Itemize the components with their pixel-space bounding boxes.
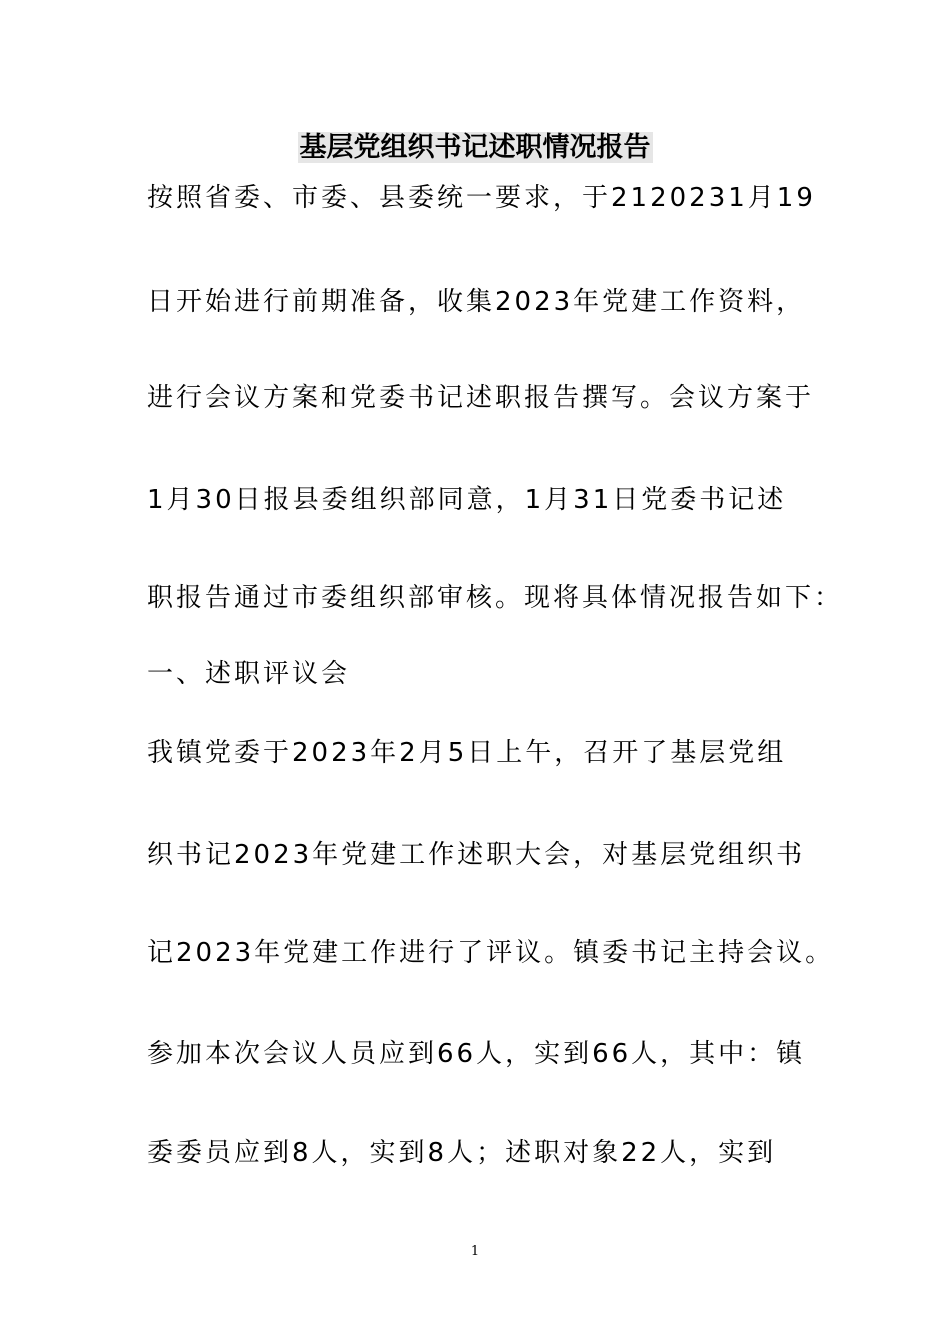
page-number: 1 — [470, 1244, 480, 1259]
paragraph-line: 进行会议方案和党委书记述职报告撰写。会议方案于 — [147, 383, 815, 413]
page-title-text: 基层党组织书记述职情况报告 — [299, 132, 651, 163]
paragraph-line: 参加本次会议人员应到66人，实到66人，其中：镇 — [147, 1039, 806, 1069]
paragraph-line: 职报告通过市委组织部审核。现将具体情况报告如下： — [147, 583, 844, 613]
paragraph-line: 委委员应到8人，实到8人；述职对象22人，实到 — [147, 1138, 777, 1168]
paragraph-line: 日开始进行前期准备，收集2023年党建工作资料， — [147, 287, 806, 317]
paragraph-line: 织书记2023年党建工作述职大会，对基层党组织书 — [147, 840, 806, 870]
page-title — [0, 128, 950, 168]
paragraph-line: 我镇党委于2023年2月5日上午，召开了基层党组 — [147, 738, 787, 768]
paragraph-line: 记2023年党建工作进行了评议。镇委书记主持会议。 — [147, 938, 835, 968]
paragraph-line: 1月30日报县委组织部同意，1月31日党委书记述 — [147, 485, 787, 515]
paragraph-line: 按照省委、市委、县委统一要求，于2120231月19 — [147, 183, 816, 213]
section-heading: 一、述职评议会 — [147, 659, 351, 689]
